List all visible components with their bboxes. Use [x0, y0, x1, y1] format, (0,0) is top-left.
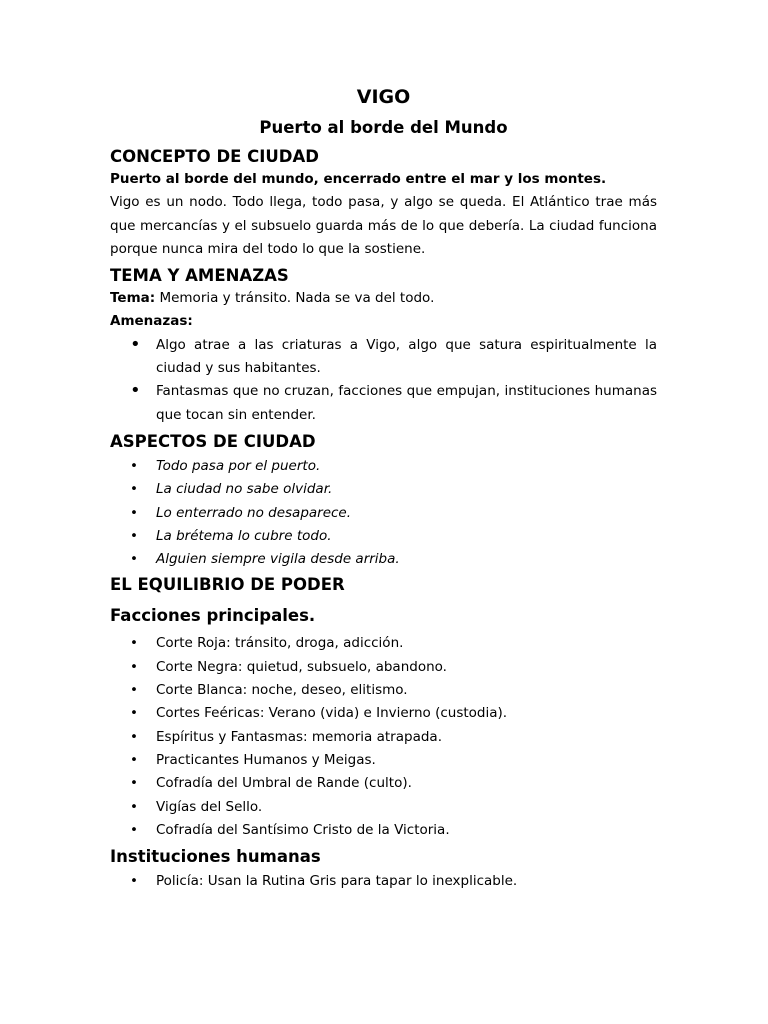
tema-label: Tema:	[110, 290, 156, 307]
list-item	[110, 796, 657, 819]
bullet-icon: •	[130, 527, 138, 544]
faccion-text: Cortes Feéricas: Verano (vida) e Invierno (custodia).	[156, 705, 508, 722]
faccion-text: Corte Roja: tránsito, droga, adicción.	[156, 635, 404, 652]
aspectos-list	[110, 455, 657, 571]
list-item	[110, 749, 657, 772]
list-item	[110, 478, 657, 501]
list-item	[110, 772, 657, 795]
faccion-text: Corte Negra: quietud, subsuelo, abandono.	[156, 658, 447, 675]
bullet-icon: •	[130, 504, 138, 521]
amenazas-list	[110, 334, 657, 427]
document-title: VIGO	[356, 86, 411, 108]
faccion-text: Cofradía del Umbral de Rande (culto).	[156, 775, 412, 792]
list-item	[110, 632, 657, 655]
aspecto-text: La brétema lo cubre todo.	[156, 527, 332, 544]
heading-instituciones: Instituciones humanas	[110, 847, 321, 867]
heading-aspectos: ASPECTOS DE CIUDAD	[110, 431, 316, 451]
heading-equilibrio: EL EQUILIBRIO DE PODER	[110, 575, 345, 595]
document-subtitle: Puerto al borde del Mundo	[259, 118, 508, 137]
list-item	[110, 656, 657, 679]
faccion-text: Corte Blanca: noche, deseo, elitismo.	[156, 682, 408, 699]
aspecto-text: Alguien siempre vigila desde arriba.	[156, 551, 400, 568]
tema-text: Memoria y tránsito. Nada se va del todo.	[159, 290, 435, 307]
list-item	[110, 455, 657, 478]
bullet-icon: •	[130, 821, 138, 838]
aspecto-text: Lo enterrado no desaparece.	[156, 504, 352, 521]
amenaza-text: Fantasmas que no cruzan, facciones que empujan, instituciones humanas que tocan sin entender.	[156, 383, 657, 423]
list-item	[110, 702, 657, 725]
amenazas-label: Amenazas:	[110, 313, 193, 330]
list-item	[110, 870, 657, 893]
faccion-text: Espíritus y Fantasmas: memoria atrapada.	[156, 728, 442, 745]
bullet-icon: •	[130, 380, 141, 402]
list-item	[110, 819, 657, 842]
list-item	[110, 525, 657, 548]
heading-tema: TEMA Y AMENAZAS	[110, 266, 289, 286]
heading-concepto: CONCEPTO DE CIUDAD	[110, 147, 319, 166]
institucion-text: Policía: Usan la Rutina Gris para tapar lo inexplicable.	[156, 873, 518, 890]
bullet-icon: •	[130, 873, 138, 890]
instituciones-list	[110, 870, 657, 893]
list-item	[110, 726, 657, 749]
bullet-icon: •	[130, 551, 138, 568]
facciones-list	[110, 632, 657, 842]
list-item	[110, 548, 657, 571]
aspecto-text: La ciudad no sabe olvidar.	[156, 481, 333, 498]
bullet-icon: •	[130, 751, 138, 768]
bullet-icon: •	[130, 798, 138, 815]
concepto-lead: Puerto al borde del mundo, encerrado entre el mar y los montes.	[110, 171, 607, 187]
list-item	[110, 380, 657, 427]
amenaza-text: Algo atrae a las criaturas a Vigo, algo que satura espiritualmente la ciudad y sus habitantes.	[156, 336, 657, 377]
bullet-icon: •	[130, 705, 138, 722]
faccion-text: Vigías del Sello.	[156, 798, 263, 815]
list-item	[110, 679, 657, 702]
bullet-icon: •	[130, 635, 138, 652]
faccion-text: Practicantes Humanos y Meigas.	[156, 751, 376, 768]
list-item	[110, 502, 657, 525]
faccion-text: Cofradía del Santísimo Cristo de la Victoria.	[156, 821, 450, 838]
aspecto-text: Todo pasa por el puerto.	[156, 457, 321, 474]
tema-line	[110, 287, 657, 310]
bullet-icon: •	[130, 333, 141, 355]
bullet-icon: •	[130, 481, 138, 498]
document-content	[110, 84, 657, 893]
bullet-icon: •	[130, 682, 138, 699]
bullet-icon: •	[130, 457, 138, 474]
heading-facciones: Facciones principales.	[110, 606, 316, 626]
bullet-icon: •	[130, 775, 138, 792]
bullet-icon: •	[130, 658, 138, 675]
bullet-icon: •	[130, 728, 138, 745]
concepto-text: Vigo es un nodo. Todo llega, todo pasa, y algo se queda. El Atlántico trae más que mercancías y el subsuelo guarda más de lo que debería. La ciudad funciona porque nunca mira del todo lo que la sostiene.	[110, 194, 657, 257]
list-item	[110, 334, 657, 381]
